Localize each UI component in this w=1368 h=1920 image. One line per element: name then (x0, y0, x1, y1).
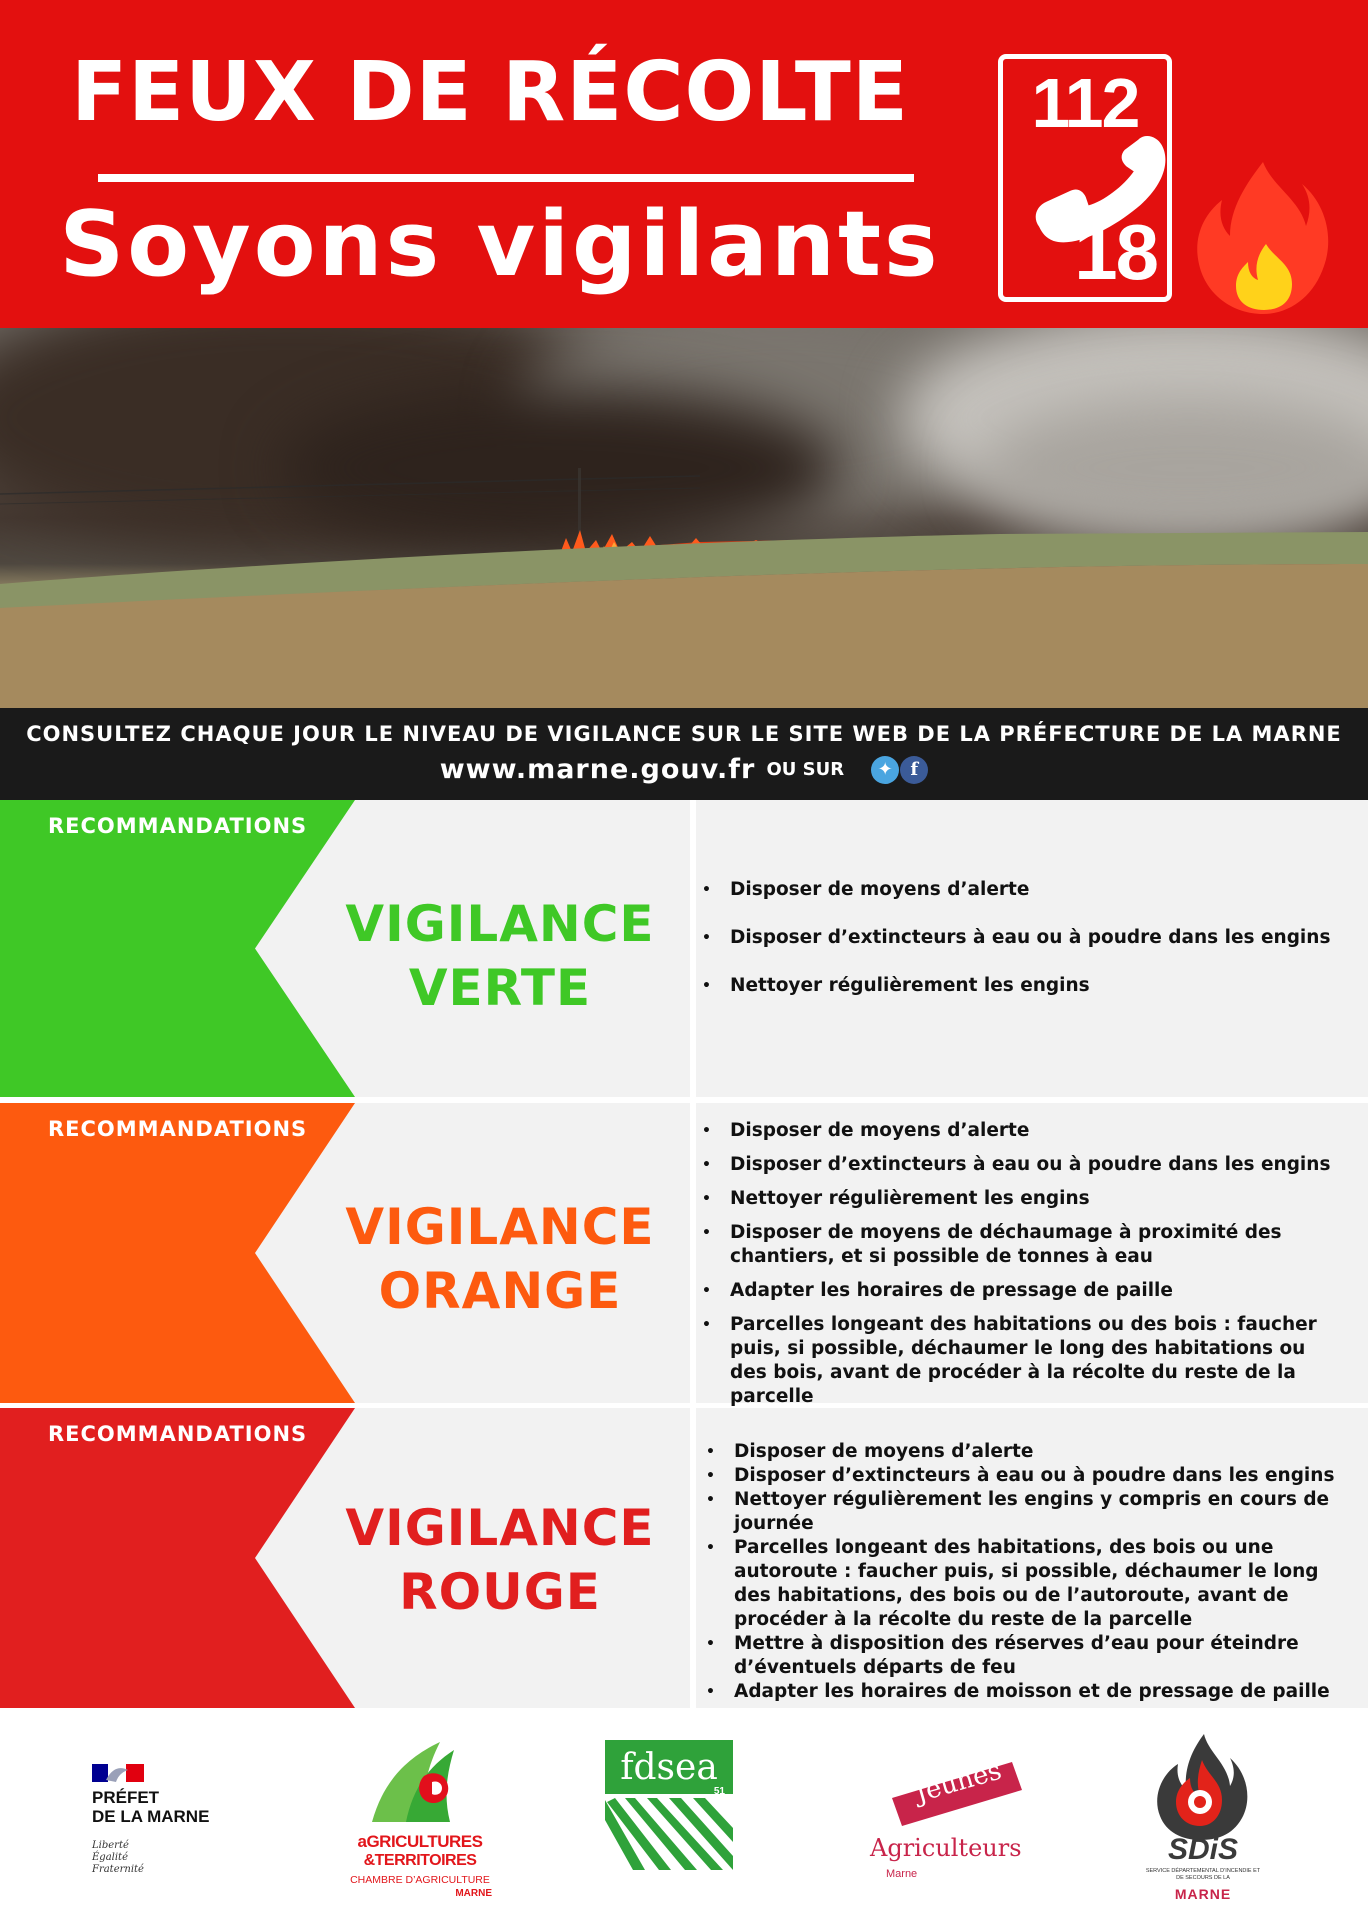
list-item: • Mettre à disposition des réserves d’eau pour éteindre d’éventuels départs de feu (734, 1632, 1340, 1680)
or-on-label: OU SUR (766, 759, 845, 780)
recommendations-label: RECOMMANDATIONS (48, 1117, 308, 1141)
prefet-name (92, 1788, 209, 1826)
vigilance-red-row (0, 1408, 1368, 1708)
list-item: • Disposer de moyens d’alerte (730, 1119, 1345, 1143)
vigilance-word: VIGILANCE (345, 1499, 655, 1557)
prefet-line: PRÉFET (92, 1788, 160, 1807)
list-item: • Nettoyer régulièrement les engins y compris en cours de journée (734, 1488, 1340, 1536)
sdis-logo (1138, 1730, 1268, 1910)
list-item: • Adapter les horaires de moisson et de pressage de paille (734, 1680, 1340, 1704)
prefet-logo (92, 1758, 252, 1878)
list-item: • Adapter les horaires de pressage de paille (730, 1279, 1345, 1303)
republic-motto (92, 1840, 144, 1876)
poster-title: FEUX DE RÉCOLTE (71, 45, 909, 140)
vigilance-green-row (0, 800, 1368, 1097)
agri-name-line: &TERRITOIRES (363, 1852, 477, 1869)
recommendations-list (700, 878, 1340, 1022)
vigilance-red-arrow (0, 1408, 372, 1708)
list-item: • Parcelles longeant des habitations ou des bois : faucher puis, si possible, déchaumer le long des habitations ou des bois, avant de procéder à la récolte du reste de la parcelle (730, 1313, 1345, 1409)
list-item: • Disposer de moyens d’alerte (734, 1440, 1340, 1464)
list-item: • Parcelles longeant des habitations, des bois ou une autoroute : faucher puis, si possible, déchaumer le long des habitations, des bois ou de l’autoroute, avant de procéder à la récolte du reste de la parcelle (734, 1536, 1340, 1632)
title-divider (98, 174, 914, 182)
emergency-numbers-box (998, 54, 1172, 302)
agri-emblem-icon (362, 1736, 472, 1826)
emergency-number-112: 112 (1031, 64, 1139, 142)
ja-department: Marne (886, 1868, 918, 1880)
vigilance-color-word: ORANGE (378, 1262, 622, 1320)
website-link[interactable]: www.marne.gouv.fr (439, 754, 756, 785)
row-divider (690, 1408, 696, 1708)
agri-name-line: CHAMBRE D’AGRICULTURE (350, 1874, 490, 1886)
marianne-flag-icon (92, 1762, 146, 1784)
list-item: • Nettoyer régulièrement les engins (730, 974, 1340, 998)
emergency-number-18: 18 (1074, 208, 1157, 296)
sdis-full-name: SERVICE DÉPARTEMENTAL D’INCENDIE ET DE SECOURS DE LA (1145, 1868, 1261, 1881)
list-item: • Disposer d’extincteurs à eau ou à poudre dans les engins (730, 1153, 1345, 1177)
info-banner (0, 708, 1368, 800)
twitter-icon[interactable]: ✦ (871, 756, 899, 784)
partner-logos (0, 1712, 1368, 1920)
ja-word-agriculteurs: Agriculteurs (870, 1834, 1022, 1862)
motto-word: Égalité (92, 1852, 128, 1863)
vigilance-word: VIGILANCE (345, 895, 655, 953)
motto-word: Liberté (92, 1840, 129, 1851)
list-item: • Disposer de moyens de déchaumage à proximité des chantiers, et si possible de tonnes à eau (730, 1221, 1345, 1269)
fdsea-department: 51 (713, 1786, 725, 1797)
fdsea-wordmark: fdsea (620, 1747, 718, 1788)
vigilance-orange-row (0, 1103, 1368, 1407)
vigilance-color-word: VERTE (408, 959, 592, 1017)
agri-name-line: aGRICULTURES (357, 1832, 483, 1851)
chambre-agriculture-logo (340, 1736, 500, 1904)
fdsea-logo (605, 1740, 733, 1870)
sdis-department: MARNE (1174, 1886, 1232, 1902)
facebook-icon[interactable]: f (900, 756, 928, 784)
recommendations-label: RECOMMANDATIONS (48, 1422, 308, 1446)
vigilance-green-title (320, 892, 680, 1020)
list-item: • Nettoyer régulièrement les engins (730, 1187, 1345, 1211)
recommendations-label: RECOMMANDATIONS (48, 814, 308, 838)
row-divider (690, 800, 696, 1097)
agri-name-line: MARNE (455, 1888, 492, 1899)
sdis-flame-icon (1138, 1730, 1268, 1840)
vigilance-color-word: ROUGE (399, 1563, 601, 1621)
banner-instruction: CONSULTEZ CHAQUE JOUR LE NIVEAU DE VIGILANCE SUR LE SITE WEB DE LA PRÉFECTURE DE LA MARNE (26, 722, 1342, 746)
list-item: • Disposer d’extincteurs à eau ou à poudre dans les engins (730, 926, 1340, 950)
flames-and-field (0, 328, 1368, 708)
flame-icon (1194, 160, 1332, 316)
list-item: • Disposer d’extincteurs à eau ou à poudre dans les engins (734, 1464, 1340, 1488)
sdis-wordmark: SDiS (1167, 1833, 1239, 1866)
poster-subtitle: Soyons vigilants (59, 192, 941, 297)
vigilance-orange-arrow (0, 1103, 372, 1403)
ja-word-jeunes: Jeunes (912, 1755, 1005, 1809)
field-fire-photo (0, 328, 1368, 708)
recommendations-list (700, 1440, 1340, 1704)
banner-links (0, 754, 1368, 785)
list-item: • Disposer de moyens d’alerte (730, 878, 1340, 902)
vigilance-orange-title (320, 1195, 680, 1323)
row-divider (690, 1103, 696, 1403)
header (0, 0, 1368, 328)
vigilance-red-title (320, 1496, 680, 1624)
vigilance-green-arrow (0, 800, 372, 1097)
prefet-line: DE LA MARNE (92, 1807, 210, 1826)
recommendations-list (700, 1119, 1345, 1419)
motto-word: Fraternité (92, 1864, 144, 1875)
jeunes-agriculteurs-logo (862, 1744, 1032, 1894)
vigilance-word: VIGILANCE (345, 1198, 655, 1256)
